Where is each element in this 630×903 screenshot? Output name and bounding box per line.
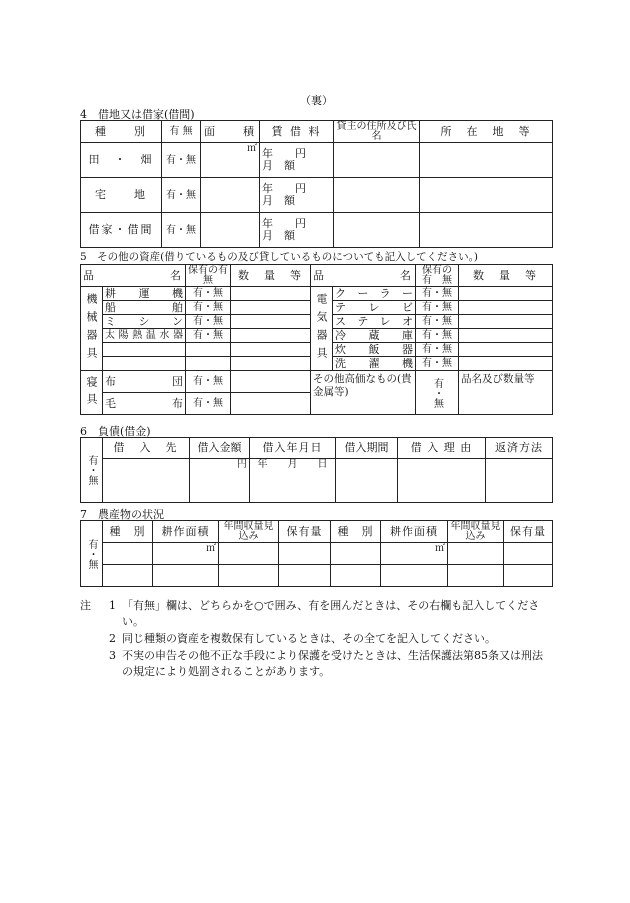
kikai-item: ミ シ ン — [103, 315, 186, 329]
rent-top: 年 円 — [262, 217, 306, 230]
note-number: 3 — [109, 649, 116, 662]
other-valuables-yuno-field[interactable]: 有・無 — [416, 371, 459, 415]
section-4-title: 4 借地又は借家(借間) — [80, 108, 195, 121]
note-number: 2 — [109, 632, 116, 645]
crops-area-field[interactable]: ㎡ — [153, 543, 219, 565]
crops-h-stock-2: 保有量 — [504, 521, 553, 543]
note-text: 不実の申告その他不正な手段により保護を受けたときは、生活保護法第85条又は刑法の規定により処罰されることがあります。 — [122, 649, 543, 678]
lease-row — [81, 213, 553, 248]
lease-row — [81, 178, 553, 213]
debt-h-repay: 返済方法 — [486, 438, 553, 459]
kikai-item: 船 舶 — [103, 301, 186, 315]
rent-bot: 月 額 — [262, 229, 295, 242]
debt-h-reason: 借 入 理 由 — [398, 438, 486, 459]
kikai-yuno-field[interactable]: 有・無 — [186, 315, 231, 329]
crops-stock-field[interactable] — [279, 543, 331, 565]
debt-period-field[interactable] — [336, 459, 398, 503]
lease-h-rent: 賃 借 料 — [260, 121, 334, 143]
assets-table — [80, 264, 553, 415]
other-valuables-qty-field[interactable]: 品名及び数量等 — [459, 371, 553, 415]
denki-yuno-field[interactable]: 有・無 — [416, 301, 459, 315]
debt-reason-field[interactable] — [398, 459, 486, 503]
note-text: 同じ種類の資産を複数保有しているときは、その全てを記入してください。 — [122, 632, 496, 645]
kikai-qty-field[interactable] — [231, 287, 311, 301]
crops-h-type: 種 別 — [103, 521, 153, 543]
lease-landlord-field[interactable] — [334, 178, 420, 213]
crops-h-yield: 年間収量見込み — [219, 521, 279, 543]
assets-h-qty-2: 数 量 等 — [459, 265, 553, 287]
debt-h-period: 借入期間 — [336, 438, 398, 459]
crops-type-field[interactable] — [103, 565, 153, 587]
kikai-item: 太陽熱温水器 — [103, 329, 186, 343]
debt-h-date: 借入年月日 — [250, 438, 336, 459]
note-item — [100, 598, 552, 630]
crops-area-field[interactable] — [381, 565, 448, 587]
crops-yield-field[interactable] — [448, 543, 504, 565]
assets-h-yuno: 保有の有 無 — [186, 265, 231, 287]
denki-item: ク ー ラ ー — [333, 287, 416, 301]
denki-qty-field[interactable] — [459, 343, 553, 357]
crops-h-type-2: 種 別 — [331, 521, 381, 543]
rent-bot: 月 額 — [262, 194, 295, 207]
assets-h-item-2: 品 名 — [311, 265, 416, 287]
lease-area-field[interactable] — [201, 178, 260, 213]
lease-h-type: 種 別 — [81, 121, 162, 143]
denki-qty-field[interactable] — [459, 329, 553, 343]
denki-yuno-field[interactable]: 有・無 — [416, 357, 459, 371]
denki-item: ス テ レ オ — [333, 315, 416, 329]
crops-h-area: 耕作面積 — [153, 521, 219, 543]
crops-stock-field[interactable] — [504, 565, 553, 587]
denki-group-label: 電気器具 — [311, 287, 333, 371]
crops-stock-field[interactable] — [279, 565, 331, 587]
rent-bot: 月 額 — [262, 159, 295, 172]
kikai-blank-yuno[interactable] — [186, 343, 231, 357]
denki-qty-field[interactable] — [459, 315, 553, 329]
lease-location-field[interactable] — [420, 213, 553, 248]
denki-yuno-field[interactable]: 有・無 — [416, 287, 459, 301]
crops-type-field[interactable] — [331, 565, 381, 587]
denki-yuno-field[interactable]: 有・無 — [416, 329, 459, 343]
assets-h-item: 品 名 — [81, 265, 186, 287]
notes-list — [100, 598, 552, 680]
rent-top: 年 円 — [262, 182, 306, 195]
denki-qty-field[interactable] — [459, 287, 553, 301]
crops-type-field[interactable] — [331, 543, 381, 565]
assets-h-qty: 数 量 等 — [231, 265, 311, 287]
debt-table — [80, 437, 553, 503]
kikai-blank-item[interactable] — [103, 357, 186, 371]
assets-header-row — [81, 265, 553, 287]
denki-qty-field[interactable] — [459, 357, 553, 371]
section-5-title: 5 その他の資産(借りているもの及び貸しているものについても記入してください。) — [80, 251, 478, 263]
note-item — [100, 648, 552, 680]
crops-type-field[interactable] — [103, 543, 153, 565]
lease-rent-field[interactable] — [260, 143, 334, 178]
lease-h-yuno: 有 無 — [162, 121, 201, 143]
notes-label: 注 — [80, 599, 91, 612]
crops-yield-field[interactable] — [219, 565, 279, 587]
shingu-yuno-field[interactable]: 有・無 — [186, 393, 231, 415]
lease-location-field[interactable] — [420, 178, 553, 213]
crops-h-stock: 保有量 — [279, 521, 331, 543]
lease-h-area: 面 積 — [201, 121, 260, 143]
crops-yield-field[interactable] — [219, 543, 279, 565]
denki-item: テ レ ビ — [333, 301, 416, 315]
lease-area-field[interactable] — [201, 213, 260, 248]
denki-item: 冷 蔵 庫 — [333, 329, 416, 343]
kikai-yuno-field[interactable]: 有・無 — [186, 287, 231, 301]
denki-item: 炊 飯 器 — [333, 343, 416, 357]
debt-yuno-field[interactable]: 有・無 — [81, 438, 103, 503]
shingu-item: 布 団 — [103, 371, 186, 393]
crops-h-area-2: 耕作面積 — [381, 521, 448, 543]
debt-date-field[interactable]: 年 月 日 — [250, 459, 336, 503]
lease-rent-field[interactable] — [260, 178, 334, 213]
section-6-title: 6 負債(借金) — [80, 425, 151, 438]
debt-h-lender: 借 入 先 — [103, 438, 190, 459]
kikai-item: 耕 運 機 — [103, 287, 186, 301]
kikai-qty-field[interactable] — [231, 315, 311, 329]
shingu-yuno-field[interactable]: 有・無 — [186, 371, 231, 393]
crops-area-field[interactable] — [153, 565, 219, 587]
kikai-qty-field[interactable] — [231, 301, 311, 315]
debt-amount-field[interactable]: 円 — [190, 459, 250, 503]
shingu-group-label: 寝具 — [81, 371, 103, 415]
lease-landlord-field[interactable] — [334, 143, 420, 178]
lease-location-field[interactable] — [420, 143, 553, 178]
debt-lender-field[interactable] — [103, 459, 190, 503]
lease-area-field[interactable]: ㎡ — [201, 143, 260, 178]
lease-row — [81, 143, 553, 178]
shingu-item: 毛 布 — [103, 393, 186, 415]
note-text: 「有無」欄は、どちらかを○で囲み、有を囲んだときは、その右欄も記入してください。 — [122, 599, 540, 628]
rent-top: 年 円 — [262, 147, 306, 160]
lease-rent-field[interactable] — [260, 213, 334, 248]
debt-repay-field[interactable] — [486, 459, 553, 503]
assets-h-yuno-2: 保有の有 無 — [416, 265, 459, 287]
lease-type: 田 ・ 畑 — [81, 143, 162, 178]
note-item — [100, 631, 552, 647]
lease-yuno-field[interactable]: 有・無 — [162, 143, 201, 178]
kikai-qty-field[interactable] — [231, 329, 311, 343]
lease-type: 宅 地 — [81, 178, 162, 213]
lease-landlord-field[interactable] — [334, 213, 420, 248]
denki-qty-field[interactable] — [459, 301, 553, 315]
kikai-blank-yuno[interactable] — [186, 357, 231, 371]
lease-h-landlord: 貸主の住所及び氏名 — [334, 121, 420, 143]
kikai-blank-qty[interactable] — [231, 343, 311, 357]
crops-stock-field[interactable] — [504, 543, 553, 565]
crops-h-yield-2: 年間収量見込み — [448, 521, 504, 543]
denki-item: 洗 濯 機 — [333, 357, 416, 371]
shingu-qty-field[interactable] — [231, 393, 311, 415]
lease-type: 借家・借間 — [81, 213, 162, 248]
crops-yuno-field[interactable]: 有・無 — [81, 521, 103, 587]
kikai-blank-item[interactable] — [103, 343, 186, 357]
debt-h-amount: 借入金額 — [190, 438, 250, 459]
denki-yuno-field[interactable]: 有・無 — [416, 343, 459, 357]
crops-table — [80, 520, 553, 587]
lease-table — [80, 120, 553, 248]
lease-header-row — [81, 121, 553, 143]
shingu-qty-field[interactable] — [231, 371, 311, 393]
crops-yield-field[interactable] — [448, 565, 504, 587]
kikai-blank-qty[interactable] — [231, 357, 311, 371]
other-valuables-label: その他高価なもの(貴金属等) — [311, 371, 416, 415]
crops-area-field[interactable]: ㎡ — [381, 543, 448, 565]
page-label: （裏） — [300, 94, 333, 107]
denki-yuno-field[interactable]: 有・無 — [416, 315, 459, 329]
lease-yuno-field[interactable]: 有・無 — [162, 178, 201, 213]
lease-h-location: 所 在 地 等 — [420, 121, 553, 143]
lease-yuno-field[interactable]: 有・無 — [162, 213, 201, 248]
section-7-title: 7 農産物の状況 — [80, 508, 164, 521]
kikai-group-label: 機械器具 — [81, 287, 103, 371]
kikai-yuno-field[interactable]: 有・無 — [186, 329, 231, 343]
note-number: 1 — [109, 599, 116, 612]
kikai-yuno-field[interactable]: 有・無 — [186, 301, 231, 315]
